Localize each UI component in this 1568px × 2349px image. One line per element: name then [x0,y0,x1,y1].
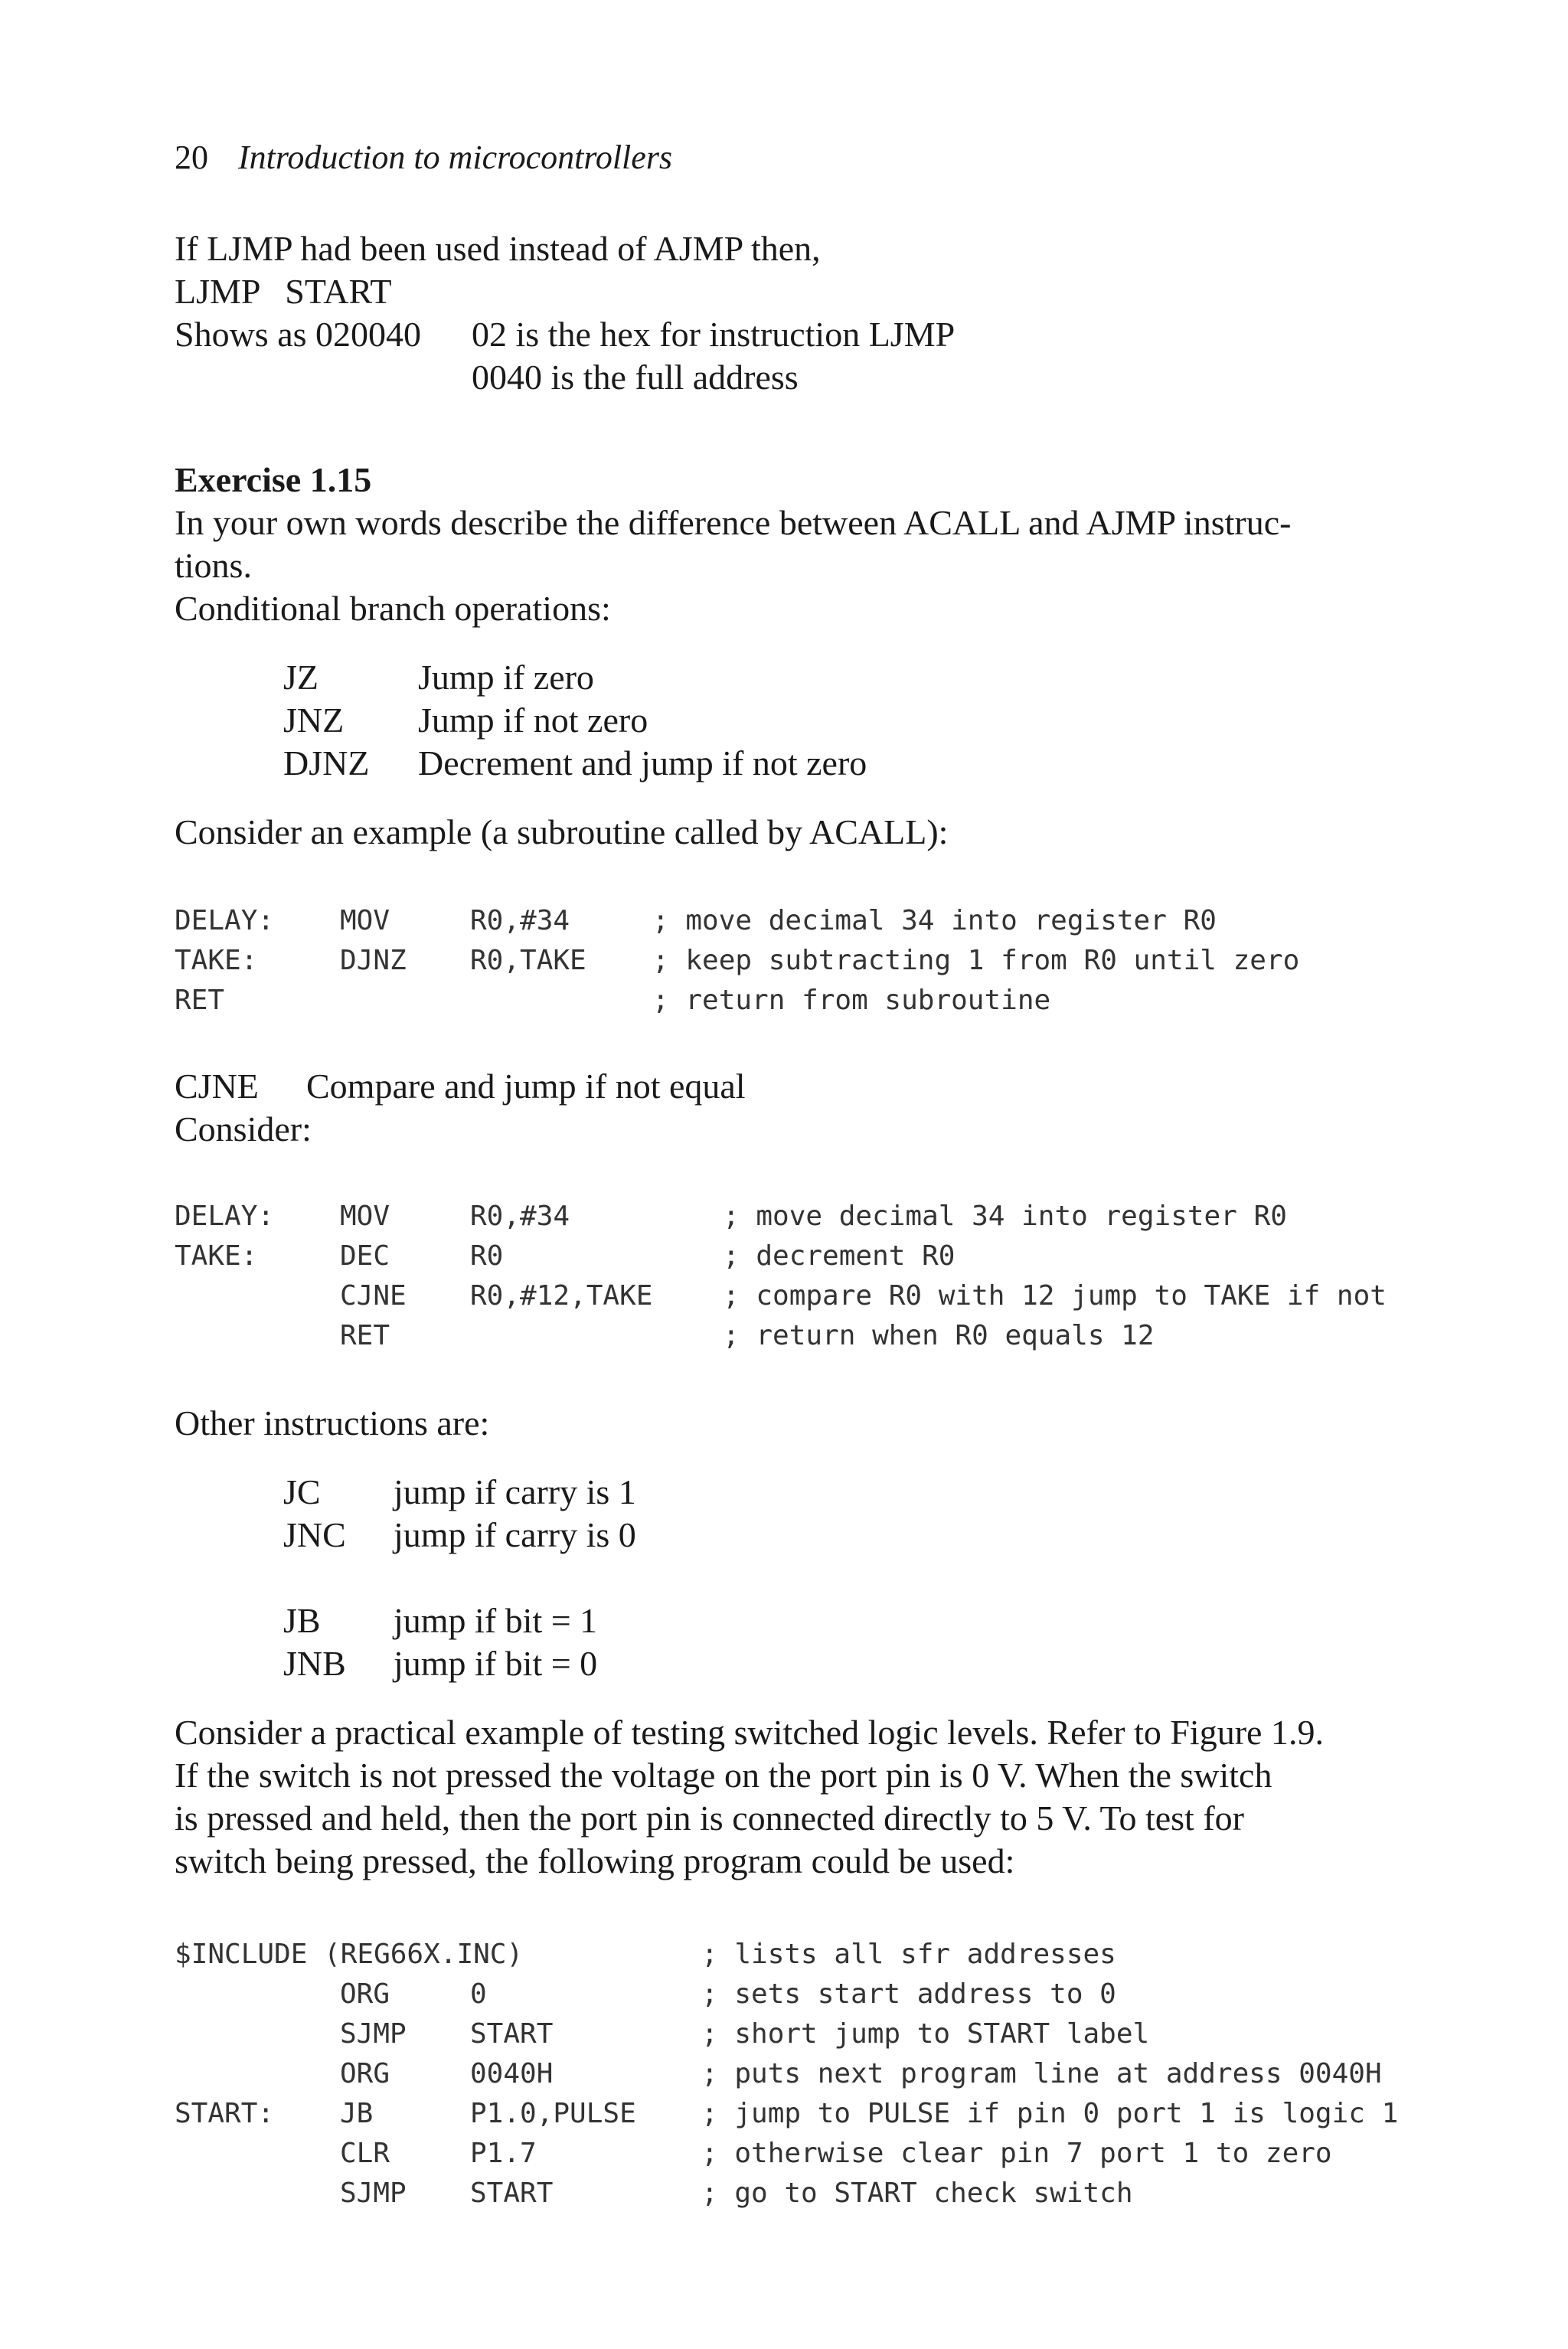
ljmp-shows: Shows as 020040 [175,315,422,354]
code-arg: 0 [470,1978,487,2010]
exercise-text-2: tions. [175,546,252,585]
other-desc: jump if bit = 0 [394,1644,598,1683]
code-arg: 0040H [470,2058,554,2089]
code-arg: R0,#12,TAKE [470,1280,653,1312]
code-comment: ; return when R0 equals 12 [723,1320,1155,1351]
ljmp-note-2: 0040 is the full address [472,358,799,397]
branch-intro: Conditional branch operations: [175,589,611,628]
ljmp-intro: If LJMP had been used instead of AJMP then, [175,229,821,268]
code-arg: P1.0,PULSE [470,2098,636,2129]
code-arg: START [470,2177,554,2209]
code-op: CLR [340,2138,390,2169]
branch-op: JNZ [283,701,345,740]
code-op: SJMP [340,2018,407,2050]
practical-text-1: Consider a practical example of testing switched logic levels. Refer to Figure 1.9. [175,1713,1324,1752]
other-desc: jump if bit = 1 [394,1601,598,1640]
code-arg: START [470,2018,554,2050]
code-comment: ; short jump to START label [701,2018,1150,2050]
practical-text-2: If the switch is not pressed the voltage on the port pin is 0 V. When the switch [175,1756,1272,1795]
code-op: CJNE [340,1280,407,1312]
cjne-op: CJNE [175,1067,259,1106]
code-comment: ; move decimal 34 into register R0 [652,905,1217,936]
code-label: TAKE: [175,1240,258,1272]
code-comment: ; go to START check switch [701,2177,1133,2209]
code-comment: ; puts next program line at address 0040H [701,2058,1382,2089]
code-op: DJNZ [340,945,407,976]
code-comment: ; keep subtracting 1 from R0 until zero [652,945,1300,976]
ljmp-code-line [175,271,392,312]
other-op: JNC [283,1515,346,1554]
code-comment: ; move decimal 34 into register R0 [723,1201,1287,1232]
code-comment: ; return from subroutine [652,985,1051,1016]
cjne-consider: Consider: [175,1109,312,1148]
branch-op: JZ [283,658,318,697]
code-op: DEC [340,1240,390,1272]
code-op: JB [340,2098,374,2129]
code-comment: ; jump to PULSE if pin 0 port 1 is logic 1 [701,2098,1399,2129]
code-comment: ; otherwise clear pin 7 port 1 to zero [701,2138,1332,2169]
code-arg: R0,#34 [470,1201,570,1232]
code-arg: R0,#34 [470,905,570,936]
other-op: JNB [283,1644,346,1683]
page-number: 20 [175,139,208,176]
branch-op: DJNZ [283,743,370,782]
code-op: ORG [340,1978,390,2010]
ljmp-shows-line [175,314,421,354]
code-op: RET [340,1320,390,1351]
code-arg: P1.7 [470,2138,537,2169]
chapter-title: Introduction to microcontrollers [238,139,673,176]
practical-text-4: switch being pressed, the following program could be used: [175,1841,1015,1880]
ljmp-op: LJMP [175,272,260,311]
running-header [175,138,672,177]
cjne-desc: Compare and jump if not equal [306,1067,746,1106]
other-op: JB [283,1601,321,1640]
code-op: ORG [340,2058,390,2089]
code-label: $INCLUDE (REG66X.INC) [175,1939,524,1970]
ljmp-arg: START [285,272,392,311]
code-label: DELAY: [175,1201,275,1232]
code-comment: ; lists all sfr addresses [701,1939,1116,1970]
code-op: MOV [340,1201,390,1232]
code-label: START: [175,2098,275,2129]
code-label: TAKE: [175,945,258,976]
example1-intro: Consider an example (a subroutine called by ACALL): [175,812,949,851]
branch-desc: Jump if zero [418,658,594,697]
code-label: RET [175,985,225,1016]
branch-desc: Jump if not zero [418,701,648,740]
other-op: JC [283,1472,321,1511]
branch-desc: Decrement and jump if not zero [418,743,867,782]
code-comment: ; sets start address to 0 [701,1978,1116,2010]
code-arg: R0,TAKE [470,945,586,976]
other-intro: Other instructions are: [175,1403,490,1442]
exercise-heading: Exercise 1.15 [175,460,372,499]
code-comment: ; compare R0 with 12 jump to TAKE if not [723,1280,1387,1312]
code-label: DELAY: [175,905,275,936]
code-comment: ; decrement R0 [723,1240,956,1272]
ljmp-note-1: 02 is the hex for instruction LJMP [472,315,956,354]
other-desc: jump if carry is 1 [394,1472,636,1511]
code-arg: R0 [470,1240,504,1272]
other-desc: jump if carry is 0 [394,1515,636,1554]
code-op: SJMP [340,2177,407,2209]
practical-text-3: is pressed and held, then the port pin is connected directly to 5 V. To test for [175,1799,1244,1838]
exercise-text-1: In your own words describe the difference between ACALL and AJMP instruc- [175,503,1292,542]
code-op: MOV [340,905,390,936]
